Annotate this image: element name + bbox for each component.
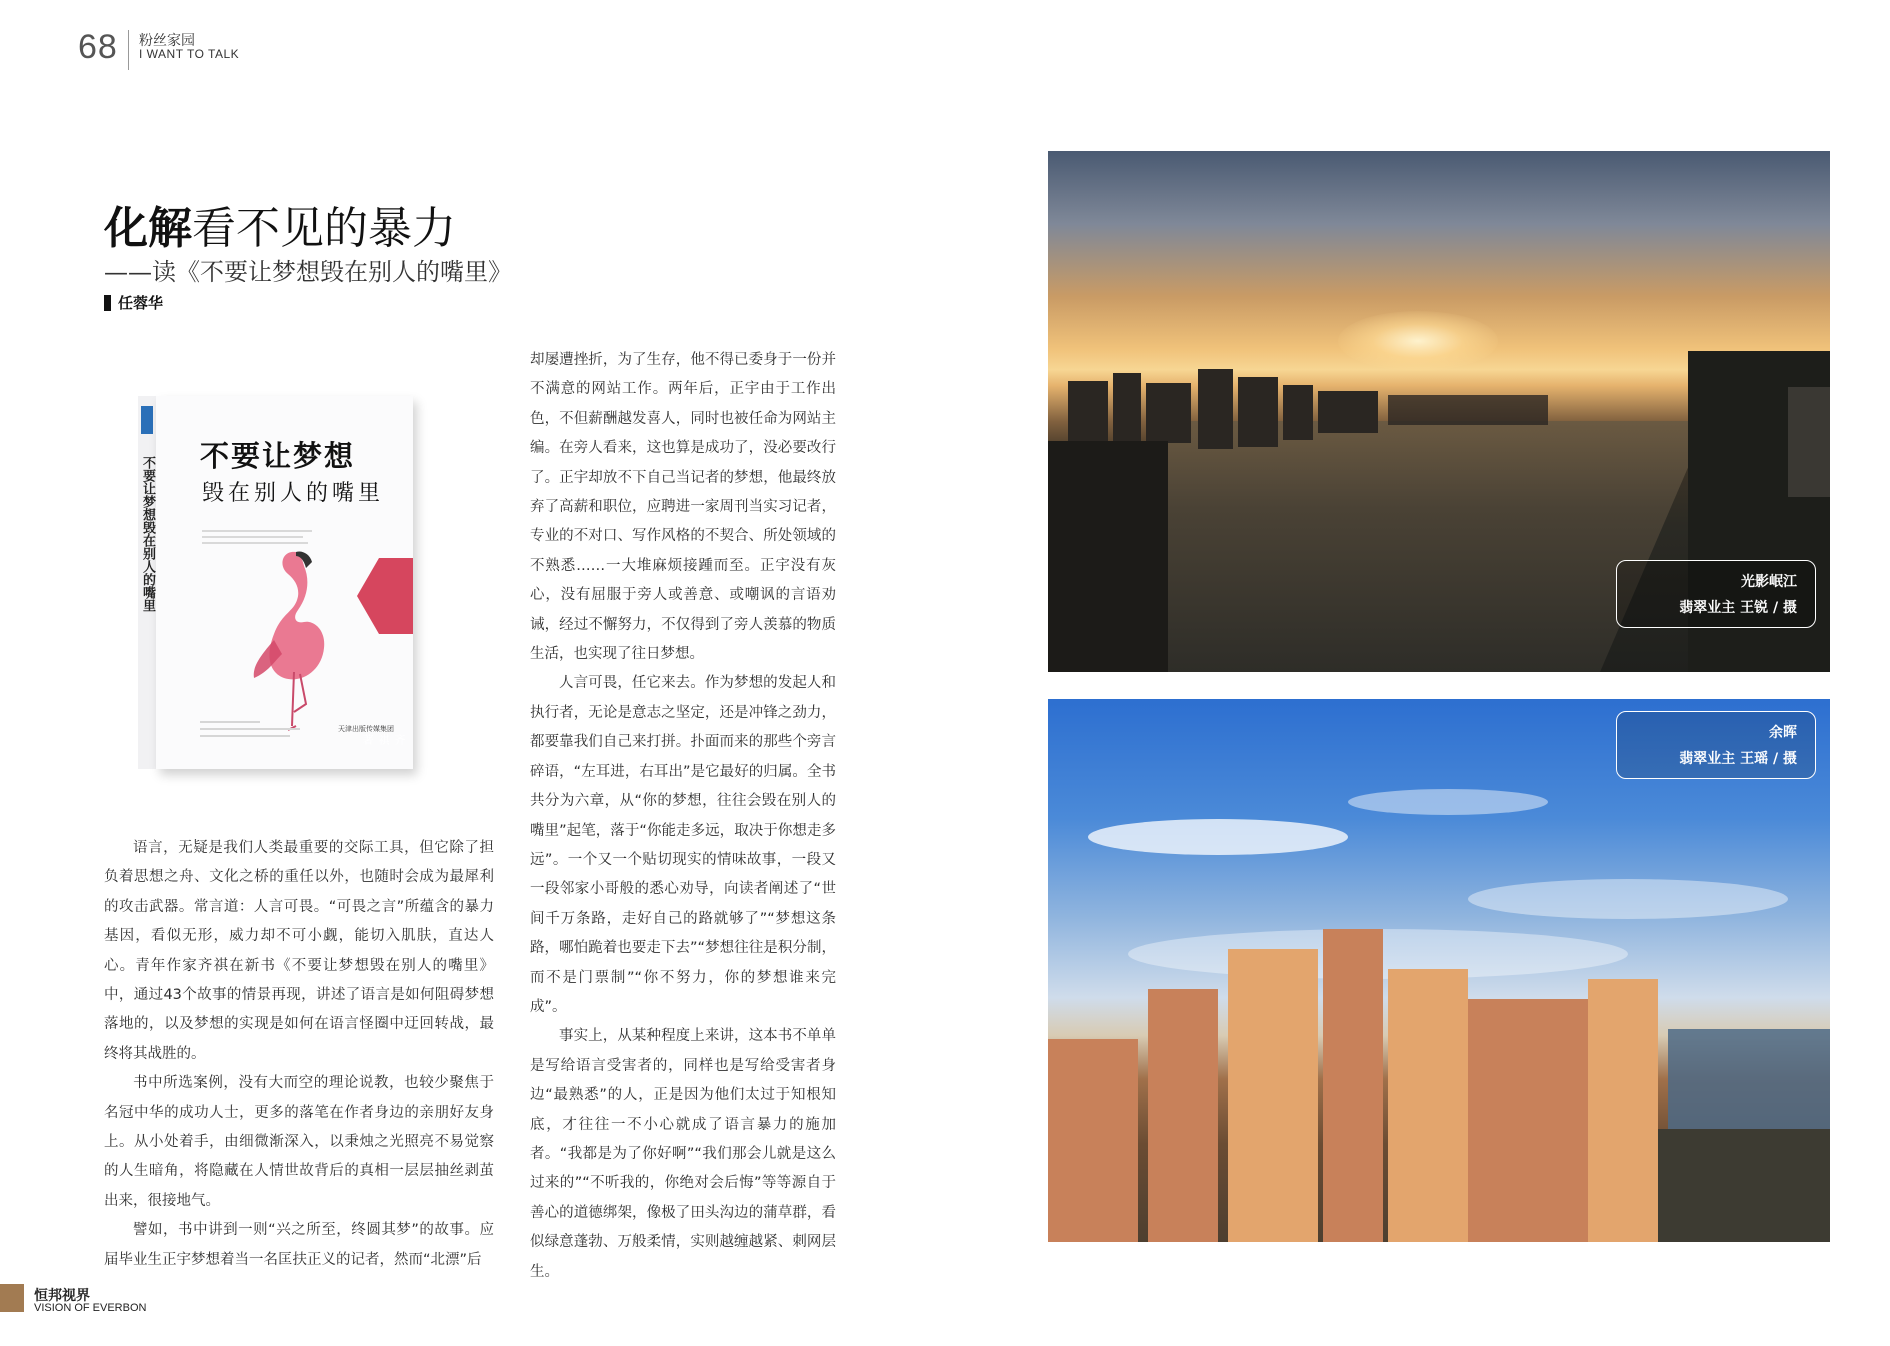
book-author: 齐祺 著 <box>361 734 406 745</box>
article-subtitle: ——读《不要让梦想毁在别人的嘴里》 <box>104 258 512 286</box>
paragraph: 书中所选案例，没有大而空的理论说教，也较少聚焦于名冠中华的成功人士，更多的落笔在作者身边的亲朋好友身上。从小处着手，由细微渐深入，以秉烛之光照亮不易觉察的人生暗角，将隐藏在人情世故背后的真相一层层抽丝剥茧出来，很接地气。 <box>104 1075 494 1209</box>
footer-accent-bar <box>0 1284 24 1312</box>
section-title-cn: 粉丝家园 <box>139 33 195 49</box>
article-title-bold: 化解 <box>104 203 192 254</box>
header-divider <box>128 30 129 70</box>
footer-brand-en: VISION OF EVERBON <box>34 1302 147 1314</box>
body-column-right <box>530 346 836 1287</box>
book-front <box>156 396 413 769</box>
publisher-logo-icon <box>141 406 153 434</box>
book-title-line1: 不要让梦想 <box>200 439 356 473</box>
body-column-left <box>104 834 494 1275</box>
caption-credit: 翡翠业主 王瑶 / 摄 <box>1679 751 1797 767</box>
author-marker <box>104 295 111 311</box>
flamingo-icon <box>244 544 364 734</box>
paragraph: 事实上，从某种程度上来讲，这本书不单单是写给语言受害者的，同样也是写给受害者身边“最熟悉”的人，正是因为他们太过于知根知底，才往往一不小心就成了语言暴力的施加者。“我都是为了你好啊”“我们那会儿就是这么过来的”“不听我的，你绝对会后悔”等等源自于善心的道德绑架，像极了田头沟边的蒲草群，看似绿意蓬勃、万般柔情，实则越缠越紧、刺网层生。 <box>530 1028 836 1280</box>
page-number: 68 <box>78 28 118 66</box>
caption-credit: 翡翠业主 王锐 / 摄 <box>1679 600 1797 616</box>
paragraph: 譬如，书中讲到一则“兴之所至，终圆其梦”的故事。应届毕业生正宇梦想着当一名匡扶正义的记者，然而“北漂”后 <box>104 1222 494 1268</box>
caption-title: 光影岷江 <box>1741 574 1797 590</box>
river-water <box>1168 421 1708 672</box>
paragraph: 语言，无疑是我们人类最重要的交际工具，但它除了担负着思想之舟、文化之桥的重任以外，也随时会成为最犀利的攻击武器。常言道：人言可畏。“可畏之言”所蕴含的暴力基因，看似无形，威力却不可小觑，能切入肌肤，直达人心。青年作家齐祺在新书《不要让梦想毁在别人的嘴里》中，通过43个故事的情景再现，讲述了语言是如何阻碍梦想落地的，以及梦想的实现是如何在语言怪圈中迂回转战，最终将其战胜的。 <box>104 840 494 1062</box>
photo-evening-skyline <box>1048 699 1830 1242</box>
footer-brand-cn: 恒邦视界 <box>34 1288 90 1304</box>
paragraph-continuation: 却屡遭挫折，为了生存，他不得已委身于一份并不满意的网站工作。两年后，正宇由于工作出色，不但薪酬越发喜人，同时也被任命为网站主编。在旁人看来，这也算是成功了，没必要改行了。正宇却放不下自己当记者的梦想，他最终放弃了高薪和职位，应聘进一家周刊当实习记者，专业的不对口、写作风格的不契合、所处领域的不熟悉……一大堆麻烦接踵而至。正宇没有灰心，没有屈服于旁人或善意、或嘲讽的言语劝诫，经过不懈努力，不仅得到了旁人羡慕的物质生活，也实现了往日梦想。 <box>530 352 836 663</box>
paragraph: 人言可畏，任它来去。作为梦想的发起人和执行者，无论是意志之坚定，还是冲锋之劲力，都要靠我们自己来打拼。扑面而来的那些个旁言碎语，“左耳进，右耳出”是它最好的归属。全书共分为六章，从“你的梦想，往往会毁在别人的嘴里”起笔，落于“你能走多远，取决于你想走多远”。一个又一个贴切现实的情味故事，一段又一段邻家小哥般的悉心劝导，向读者阐述了“世间千万条路，走好自己的路就够了”“梦想这条路，哪怕跪着也要走下去”“梦想往往是积分制，而不是门票制”“你不努力，你的梦想谁来完成”。 <box>530 675 836 1015</box>
sun-glow <box>1338 311 1498 371</box>
article-author: 任蓉华 <box>118 294 164 312</box>
book-title-line2: 毁在别人的嘴里 <box>202 481 385 506</box>
photo-caption-2 <box>1616 711 1816 779</box>
book-publisher: 天津出版传媒集团 <box>338 725 394 733</box>
article-title-rest: 看不见的暴力 <box>192 203 456 254</box>
section-title-en: I WANT TO TALK <box>139 47 240 61</box>
book-spine-title: 不要让梦想毁在别人的嘴里 <box>140 456 155 612</box>
caption-title: 余晖 <box>1769 725 1797 741</box>
article-title <box>104 192 456 256</box>
photo-caption-1 <box>1616 560 1816 628</box>
book-small-text <box>200 716 300 742</box>
book-spine <box>138 396 157 769</box>
book-cover <box>138 396 413 769</box>
